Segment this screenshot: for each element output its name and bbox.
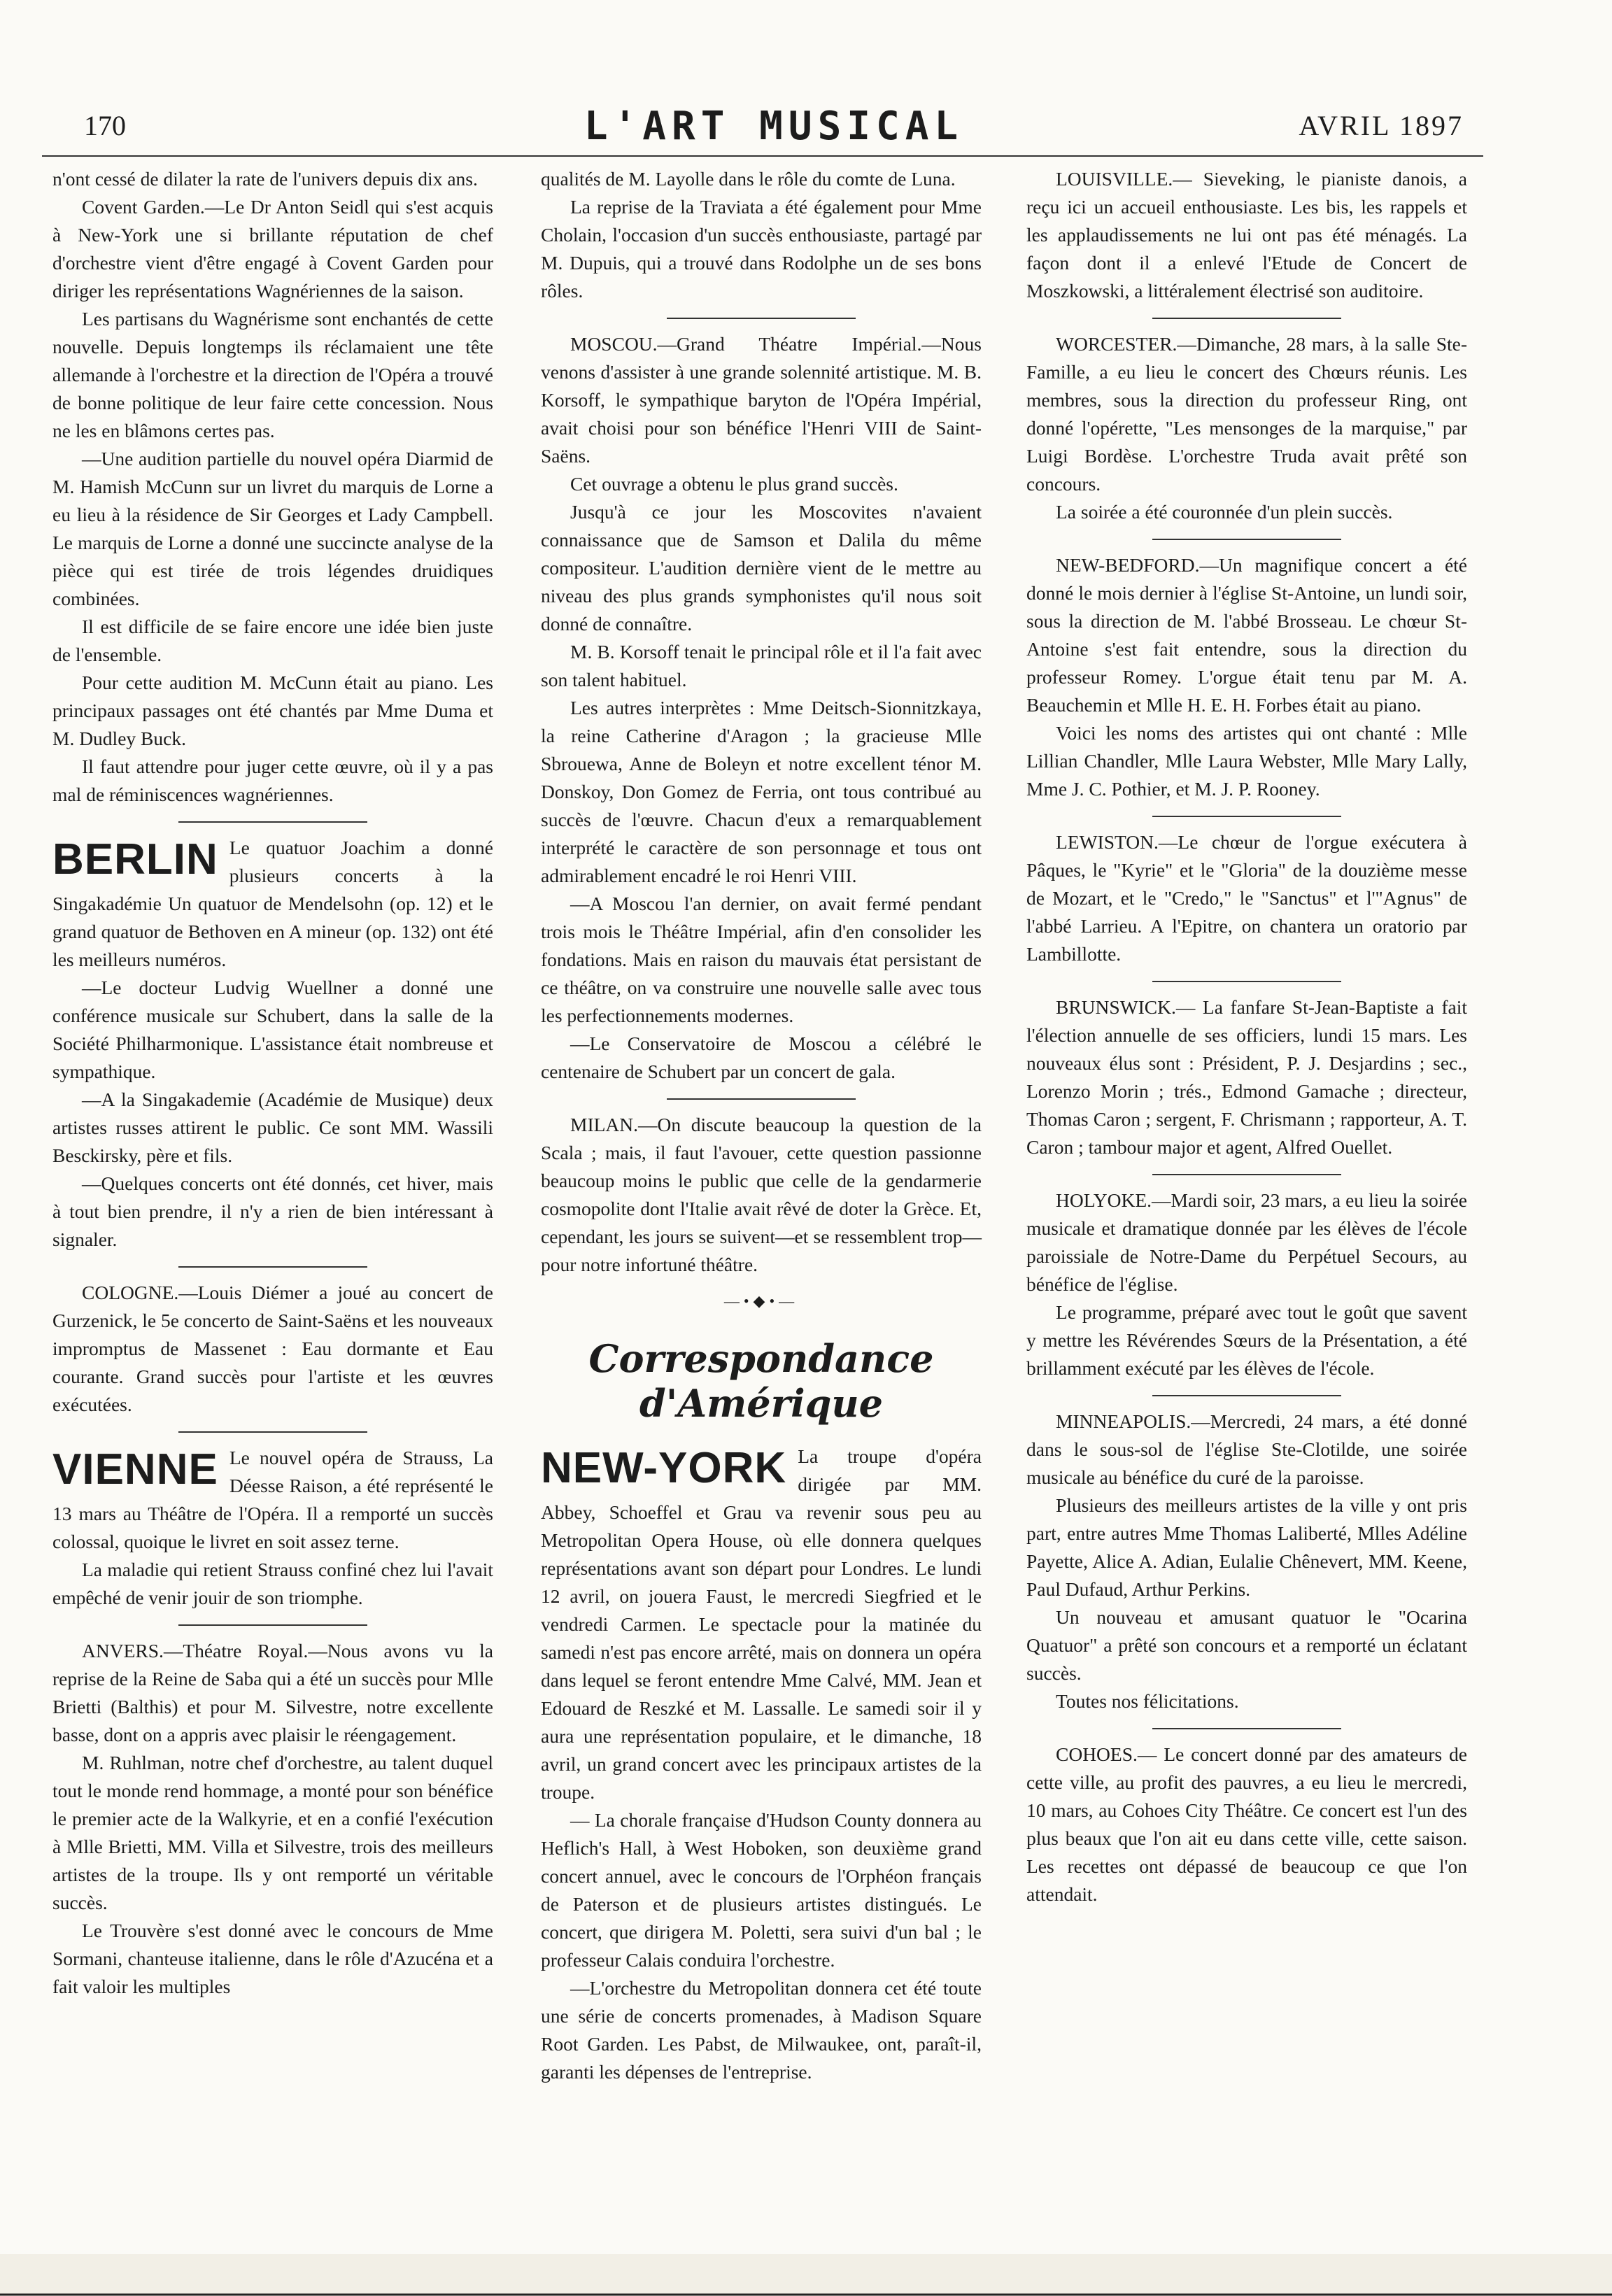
page-header (84, 104, 1464, 153)
paragraph: —L'orchestre du Metropolitan donnera cet été toute une série de concerts promenades, à Madison Square Root Garden. Les Pabst, de Milwaukee, ont, paraît-il, garanti les dépenses de l'entreprise. (541, 1977, 982, 2083)
section-divider (178, 1624, 367, 1626)
section-divider (1152, 1395, 1341, 1396)
paragraph: Voici les noms des artistes qui ont chanté : Mlle Lillian Chandler, Mlle Laura Webster, Mlle Mary Lally, Mme J. C. Pothier, et M. J. P. Rooney. (1026, 722, 1467, 800)
paragraph: Jusqu'à ce jour les Moscovites n'avaient connaissance que de Samson et Dalila du même compositeur. L'audition dernière vient de le mettre au niveau des plus grands symphonistes qu'il nous soit donné de connaître. (541, 501, 982, 635)
paragraph: Covent Garden.—Le Dr Anton Seidl qui s'est acquis à New-York une si brillante réputation de chef d'orchestre vient d'être engagé à Covent Garden pour diriger les représentations Wagnériennes de la saison. (52, 196, 493, 302)
paper-bottom-edge (0, 2254, 1612, 2296)
newyork-section (541, 1443, 982, 1806)
section-divider (1152, 816, 1341, 817)
issue-date: AVRIL 1897 (1299, 110, 1464, 141)
section-divider (178, 1266, 367, 1268)
paragraph: Le nouvel opéra de Strauss, La Déesse Raison, a été représenté le 13 mars au Théâtre de l'Opéra. Il a remporté un succès colossal, quoique le livret en soit assez terne. (52, 1447, 493, 1552)
section-divider (1152, 1174, 1341, 1175)
paragraph: —Le docteur Ludvig Wuellner a donné une conférence musicale sur Schubert, dans la salle de la Société Philharmonique. L'assistance était nombreuse et sympathique. (52, 977, 493, 1082)
column-1 (52, 165, 493, 2001)
paragraph-cologne: COLOGNE.—Louis Diémer a joué au concert de Gurzenick, le 5e concerto de Saint-Saëns et les nouveaux impromptus de Massenet : Eau dormante et Eau courante. Grand succès pour l'artiste et les œuvres exécutées. (52, 1282, 493, 1415)
paragraph: —Une audition partielle du nouvel opéra Diarmid de M. Hamish McCunn sur un livret du marquis de Lorne a eu lieu à la résidence de Sir Georges et Lady Campbell. Le marquis de Lorne a donné une succincte analyse de la pièce qui est tirée de trois légendes druidiques combinées. (52, 448, 493, 609)
section-divider (667, 1098, 856, 1100)
paragraph: Il faut attendre pour juger cette œuvre, où il y a pas mal de réminiscences wagnériennes. (52, 756, 493, 805)
paragraph: Le programme, préparé avec tout le goût que savent y mettre les Révérendes Sœurs de la Présentation, a été brillamment exécuté par les élèves de l'école. (1026, 1301, 1467, 1379)
page-number: 170 (84, 110, 126, 141)
paragraph: La soirée a été couronnée d'un plein succès. (1056, 501, 1393, 523)
paragraph: n'ont cessé de dilater la rate de l'univers depuis dix ans. (52, 168, 478, 190)
paragraph: — La chorale française d'Hudson County donnera au Heflich's Hall, à West Hoboken, son deuxième grand concert annuel, avec le concours de l'Orphéon français de Paterson et de plusieurs artistes distingués. Le concert, que dirigera M. Poletti, sera suivi d'un bal ; le professeur Calais conduira l'orchestre. (541, 1809, 982, 1971)
section-divider (1152, 1728, 1341, 1729)
paragraph: La maladie qui retient Strauss confiné chez lui l'avait empêché de venir jouir de son triomphe. (52, 1559, 493, 1608)
paragraph-holyoke: HOLYOKE.—Mardi soir, 23 mars, a eu lieu la soirée musicale et dramatique donnée par les élèves de l'école paroissiale de Notre-Dame du Perpétuel Secours, au bénéfice de l'église. (1026, 1189, 1467, 1295)
city-heading-berlin: BERLIN (52, 835, 218, 884)
paragraph: —A la Singakademie (Académie de Musique) deux artistes russes attirent le public. Ce sont MM. Wassili Besckirsky, père et fils. (52, 1089, 493, 1166)
column-3 (1026, 165, 1467, 1908)
paragraph: Un nouveau et amusant quatuor le "Ocarina Quatuor" a prêté son concours et a remporté un éclatant succès. (1026, 1606, 1467, 1684)
city-heading-vienne: VIENNE (52, 1445, 218, 1494)
paragraph: —Quelques concerts ont été donnés, cet hiver, mais à tout bien prendre, il n'y a rien de bien intéressant à signaler. (52, 1172, 493, 1250)
section-divider (1152, 539, 1341, 540)
column-2 (541, 165, 982, 2086)
paragraph-worcester: WORCESTER.—Dimanche, 28 mars, à la salle Ste-Famille, a eu lieu le concert des Chœurs réunis. Les membres, sous la direction du professeur Ring, ont donné l'opérette, "Les mensonges de la marquise," par Luigi Bordèse. L'orchestre Truda avait prêté son concours. (1026, 333, 1467, 495)
section-divider (1152, 981, 1341, 982)
paragraph: M. Ruhlman, notre chef d'orchestre, au talent duquel tout le monde rend hommage, a monté pour son bénéfice le premier acte de la Walkyrie, et en a confié l'exécution à Mlle Brietti, MM. Villa et Silvestre, trois des meilleurs artistes de la troupe. Ils y ont remporté un véritable succès. (52, 1752, 493, 1913)
paragraph: qualités de M. Layolle dans le rôle du comte de Luna. (541, 168, 956, 190)
paragraph: Le Trouvère s'est donné avec le concours de Mme Sormani, chanteuse italienne, dans le rôle d'Azucéna et a fait valoir les multiples (52, 1920, 493, 1997)
paragraph-cohoes: COHOES.— Le concert donné par des amateurs de cette ville, au profit des pauvres, a eu lieu le mercredi, 10 mars, au Cohoes City Théâtre. Ce concert est l'un des plus beaux que l'on ait eu dans cette ville, cette saison. Les recettes ont dépassé de beaucoup ce que l'on attendait. (1026, 1743, 1467, 1905)
paragraph: La troupe d'opéra dirigée par MM. Abbey, Schoeffel et Grau va revenir sous peu au Metropolitan Opera House, où elle donnera quelques représentations avant son départ pour Londres. Le lundi 12 avril, on jouera Faust, le mercredi Siegfried et le vendredi Carmen. Le spectacle pour la matinée du samedi n'est pas encore arrêté, mais on donnera un opéra dans lequel se feront entendre Mme Calvé, MM. Jean et Edouard de Reszké et M. Lassalle. Le samedi soir il y aura une représentation populaire, et le dimanche, 18 avril, un grand concert avec les principaux artistes de la troupe. (541, 1445, 982, 1803)
header-rule (42, 155, 1483, 157)
paragraph: La reprise de la Traviata a été également pour Mme Cholain, l'occasion d'un succès enthousiaste, partagé par M. Dupuis, qui a trouvé dans Rodolphe un de ses bons rôles. (541, 196, 982, 302)
section-divider (178, 1431, 367, 1433)
vienne-section (52, 1444, 493, 1556)
paragraph-anvers: ANVERS.—Théatre Royal.—Nous avons vu la reprise de la Reine de Saba qui a été un succès pour Mlle Brietti (Balthis) et pour M. Silvestre, notre excellente basse, dont on a appris avec plaisir le réengagement. (52, 1640, 493, 1745)
section-divider (1152, 318, 1341, 319)
paragraph-brunswick: BRUNSWICK.— La fanfare St-Jean-Baptiste a fait l'élection annuelle de ses officiers, lundi 15 mars. Les nouveaux élus sont : Président, P. J. Desjardins ; sec., Lorenzo Morin ; trés., Edmond Gamache ; directeur, Thomas Caron ; sergent, F. Chrismann ; rapporteur, A. T. Caron ; tambour major et agent, Alfred Ouellet. (1026, 996, 1467, 1158)
paragraph-louisville: LOUISVILLE.— Sieveking, le pianiste danois, a reçu ici un accueil enthousiaste. Les bis, les rappels et les applaudissements ne lui ont pas été ménagés. La façon dont il a enlevé l'Etude de Concert de Moszkowski, a littéralement électrisé son auditoire. (1026, 168, 1467, 302)
paragraph: —Le Conservatoire de Moscou a célébré le centenaire de Schubert par un concert de gala. (541, 1033, 982, 1082)
journal-title: L'ART MUSICAL (584, 104, 964, 149)
paragraph: Il est difficile de se faire encore une idée bien juste de l'ensemble. (52, 616, 493, 665)
paragraph: Le quatuor Joachim a donné plusieurs concerts à la Singakadémie Un quatuor de Mendelsohn (op. 12) et le grand quatuor de Bethoven en A mineur (op. 132) ont été les meilleurs numéros. (52, 837, 493, 970)
paragraph-new-bedford: NEW-BEDFORD.—Un magnifique concert a été donné le mois dernier à l'église St-Antoine, un lundi soir, sous la direction de M. l'abbé Brosseau. Le chœur St-Antoine s'est fait entendre, sous la direction du professeur Romey. L'orgue était tenu par M. A. Beauchemin et Mlle H. E. H. Forbes était au piano. (1026, 554, 1467, 716)
section-divider (667, 318, 856, 319)
paragraph-moscou: MOSCOU.—Grand Théatre Impérial.—Nous venons d'assister à une grande solennité artistique. M. B. Korsoff, le sympathique baryton de l'Opéra Impérial, avait choisi pour son bénéfice l'Henri VIII de Saint-Saëns. (541, 333, 982, 467)
paragraph: Les autres interprètes : Mme Deitsch-Sionnitzkaya, la reine Catherine d'Aragon ; la gracieuse Mlle Sbrouewa, Anne de Boleyn et notre excellent ténor M. Donskoy, Don Gomez de Ferria, ont tous contribué au succès de l'œuvre. Chacun d'eux a remarquablement interprété le caractère de son personnage et tous ont admirablement encadré le roi Henri VIII. (541, 697, 982, 886)
ornament-separator: —•◆•— (723, 1292, 799, 1310)
paragraph: Les partisans du Wagnérisme sont enchantés de cette nouvelle. Depuis longtemps ils réclamaient une tête allemande à l'orchestre et la direction de l'Opéra a trouvé de bonne politique de leur faire cette concession. Nous ne les en blâmons certes pas. (52, 308, 493, 441)
section-title-correspondance: Correspondance d'Amérique (588, 1336, 934, 1426)
paragraph: Plusieurs des meilleurs artistes de la ville y ont pris part, entre autres Mme Thomas Laliberté, Mlles Adéline Payette, Alice A. Adian, Eulalie Chênevert, MM. Keene, Paul Dufaud, Arthur Perkins. (1026, 1494, 1467, 1600)
paragraph: Toutes nos félicitations. (1056, 1690, 1239, 1712)
paragraph-minneapolis: MINNEAPOLIS.—Mercredi, 24 mars, a été donné dans le sous-sol de l'église Ste-Clotilde, une soirée musicale au bénéfice du curé de la paroisse. (1026, 1410, 1467, 1488)
paragraph: M. B. Korsoff tenait le principal rôle et il l'a fait avec son talent habituel. (541, 641, 982, 690)
paragraph: —A Moscou l'an dernier, on avait fermé pendant trois mois le Théâtre Impérial, afin d'en consolider les fondations. Mais en raison du mauvais état persistant de ce théâtre, on va construire une nouvelle salle avec tous les perfectionnements modernes. (541, 893, 982, 1026)
paragraph-milan: MILAN.—On discute beaucoup la question de la Scala ; mais, il faut l'avouer, cette question passionne beaucoup moins le public que celle de la gendarmerie cosmopolite dont l'Italie avait rêvé de doter la Grèce. Et, cependant, les jours se suivent—et se ressemblent trop—pour notre infortuné théâtre. (541, 1114, 982, 1275)
berlin-section (52, 834, 493, 974)
paragraph: Cet ouvrage a obtenu le plus grand succès. (570, 473, 898, 495)
city-heading-new-york: NEW-YORK (541, 1444, 787, 1492)
paragraph-lewiston: LEWISTON.—Le chœur de l'orgue exécutera à Pâques, le "Kyrie" et le "Gloria" de la douzième messe de Mozart, et le "Credo," le "Sanctus" et l'"Agnus" de l'abbé Larrieu. A l'Epitre, on chantera un oratorio par Lambillotte. (1026, 831, 1467, 965)
paragraph: Pour cette audition M. McCunn était au piano. Les principaux passages ont été chantés par Mme Duma et M. Dudley Buck. (52, 672, 493, 749)
section-divider (178, 821, 367, 823)
